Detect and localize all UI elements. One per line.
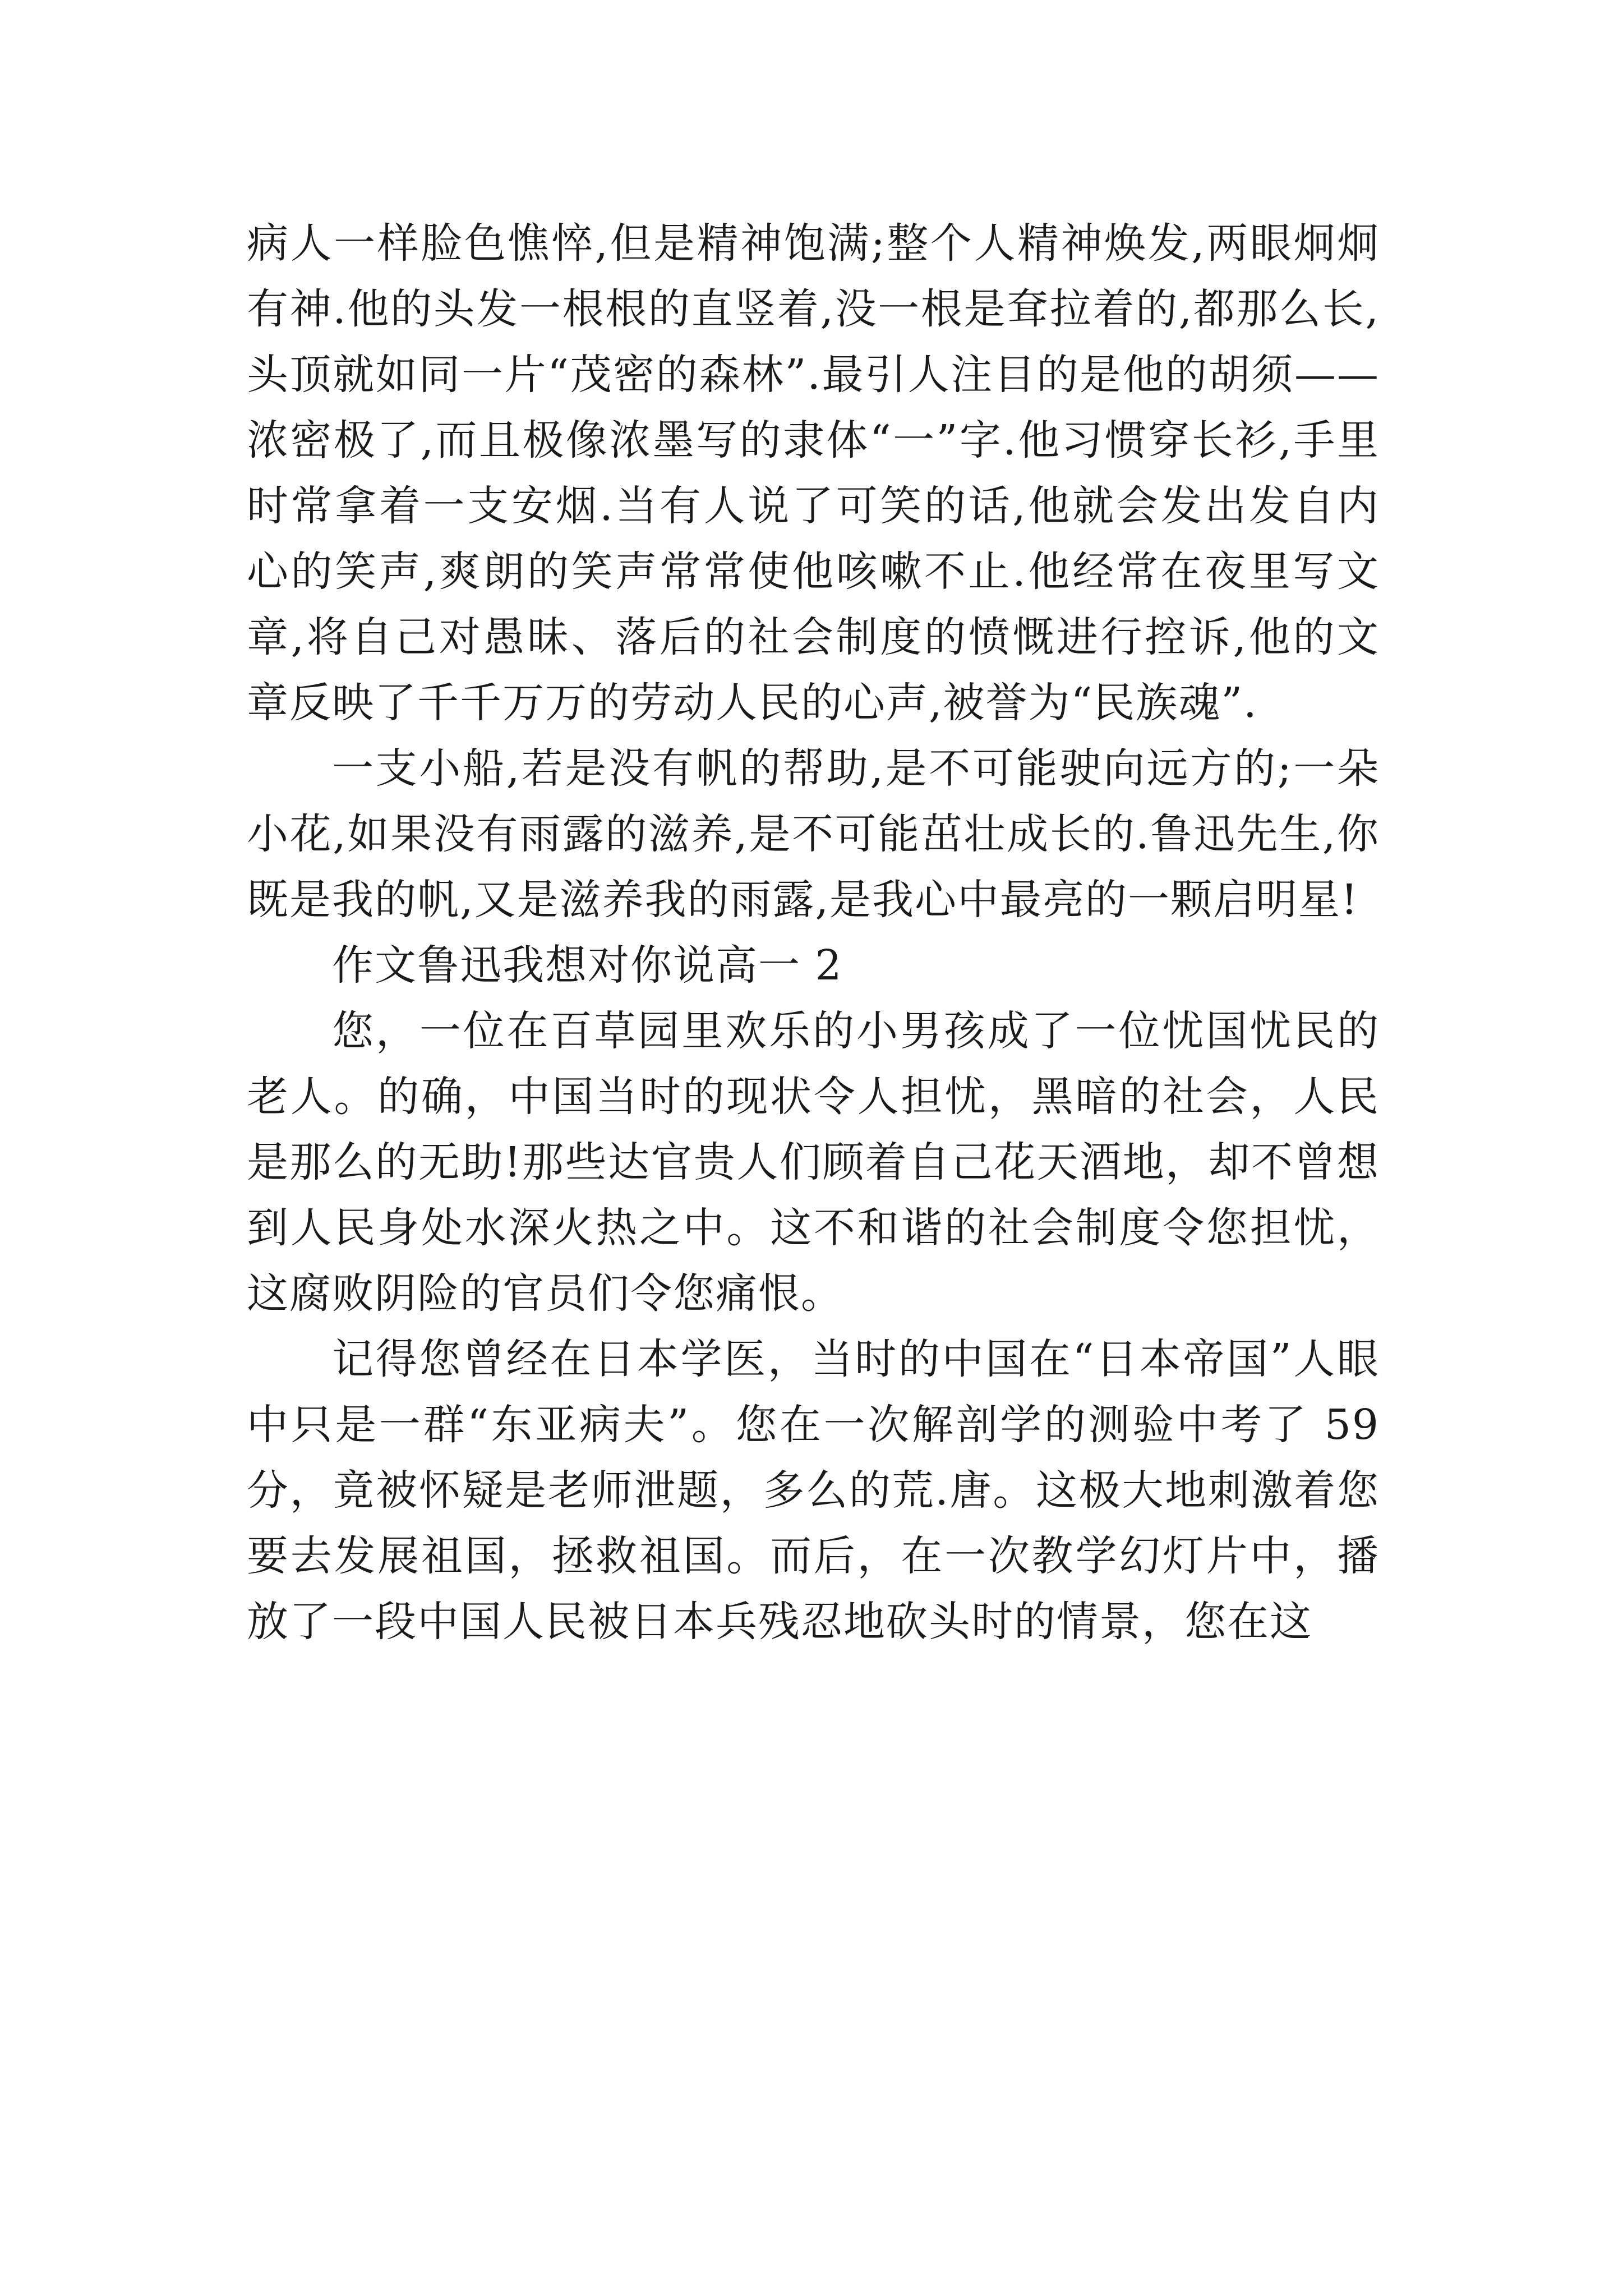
paragraph-description: 病人一样脸色憔悴,但是精神饱满;整个人精神焕发,两眼炯炯有神.他的头发一根根的直竖着,没一根是耷拉着的,都那么长,头顶就如同一片“茂密的森林”.最引人注目的是他的胡须——浓密极了,而且极像浓墨写的隶体“一”字.他习惯穿长衫,手里时常拿着一支安烟.当有人说了可笑的话,他就会发出发自内心的笑声,爽朗的笑声常常使他咳嗽不止.他经常在夜里写文章,将自己对愚昧、落后的社会制度的愤慨进行控诉,他的文章反映了千千万万的劳动人民的心声,被誉为“民族魂”. xyxy=(247,219,1380,727)
essay-heading: 作文鲁迅我想对你说高一 2 xyxy=(332,941,843,990)
body-text xyxy=(247,211,1380,1655)
paragraph-conclusion: 一支小船,若是没有帆的帮助,是不可能驶向远方的;一朵小花,如果没有雨露的滋养,是不可能茁壮成长的.鲁迅先生,你既是我的帆,又是滋养我的雨露,是我心中最亮的一颗启明星! xyxy=(247,744,1380,924)
paragraph-intro: 您，一位在百草园里欢乐的小男孩成了一位忧国忧民的老人。的确，中国当时的现状令人担忧，黑暗的社会，人民是那么的无助!那些达官贵人们顾着自己花天酒地，却不曾想到人民身处水深火热之中。这不和谐的社会制度令您担忧，这腐败阴险的官员们令您痛恨。 xyxy=(247,1007,1380,1318)
paragraph-memory: 记得您曾经在日本学医，当时的中国在“日本帝国”人眼中只是一群“东亚病夫”。您在一次解剖学的测验中考了 59 分，竟被怀疑是老师泄题，多么的荒.唐。这极大地刺激着您要去发展祖国，拯救祖国。而后，在一次教学幻灯片中，播放了一段中国人民被日本兵残忍地砍头时的情景，您在这 xyxy=(247,1335,1380,1646)
